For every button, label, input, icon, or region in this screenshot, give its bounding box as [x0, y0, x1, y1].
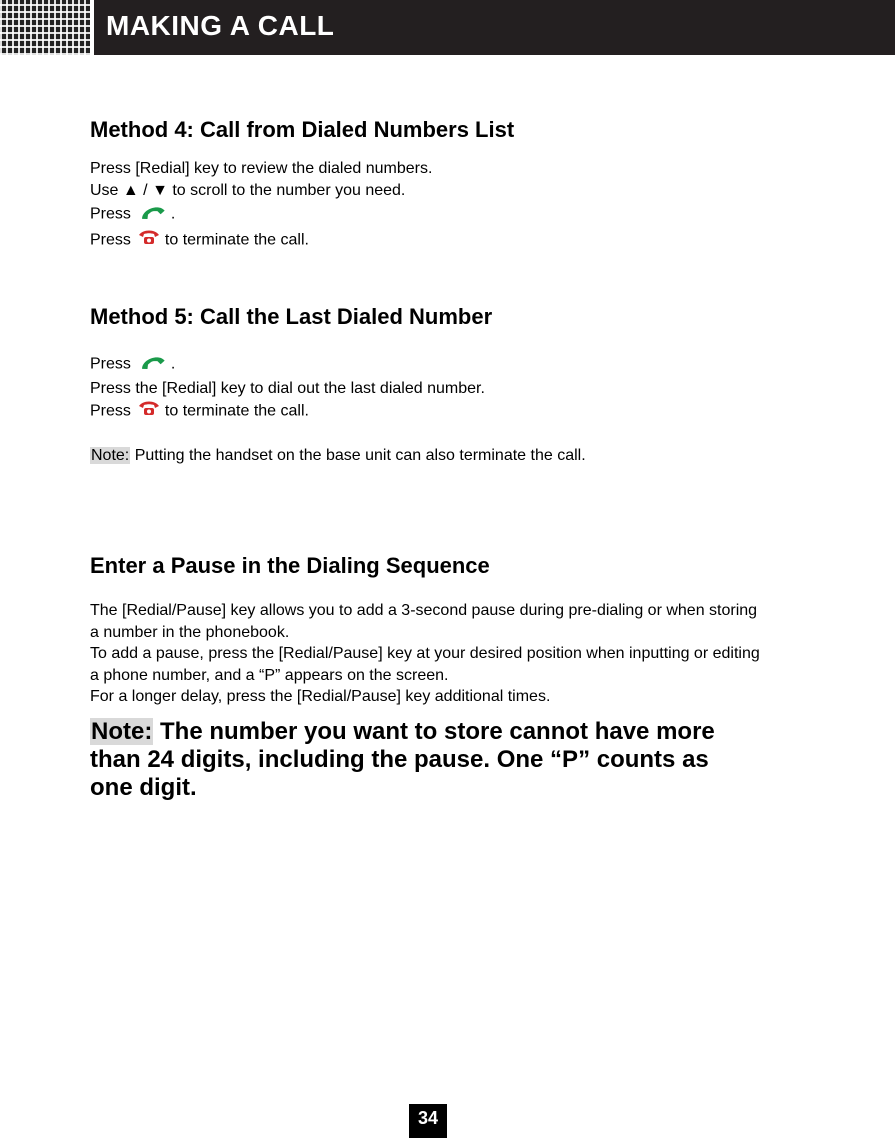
- method5-note: [90, 445, 790, 467]
- method5-section: [90, 303, 790, 466]
- terminate-text: to terminate the call.: [164, 402, 309, 420]
- page-number: 34: [409, 1104, 447, 1138]
- method5-line3: [90, 399, 790, 424]
- press-text: Press: [90, 205, 131, 223]
- pause-section: [90, 552, 790, 802]
- red-phone-end-icon: [137, 228, 161, 253]
- pause-para1: The [Redial/Pause] key allows you to add a 3-second pause during pre-dialing or when storing a number in the phonebook.: [90, 602, 758, 641]
- method5-title: Method 5: Call the Last Dialed Number: [90, 304, 493, 329]
- pause-para2: To add a pause, press the [Redial/Pause] key at your desired position when inputting or editing a phone number, and a “P” appears on the screen.: [90, 645, 760, 684]
- period-text: .: [170, 205, 176, 223]
- method4-title: Method 4: Call from Dialed Numbers List: [90, 117, 515, 142]
- page-title: MAKING A CALL: [106, 10, 335, 41]
- press-text: Press: [90, 230, 131, 248]
- pause-title: Enter a Pause in the Dialing Sequence: [90, 553, 490, 578]
- pause-para3: For a longer delay, press the [Redial/Pause] key additional times.: [90, 688, 551, 705]
- header-decorative-pattern: [0, 0, 90, 55]
- pause-note: [90, 718, 750, 802]
- method4-line3: [90, 201, 790, 228]
- method4-line2: Use ▲ / ▼ to scroll to the number you need.: [90, 181, 406, 199]
- press-text: Press: [90, 402, 131, 420]
- note-label: Note:: [91, 446, 130, 464]
- press-text: Press: [90, 355, 131, 373]
- method4-section: [90, 116, 790, 252]
- green-phone-talk-icon: [137, 201, 167, 228]
- note-label: Note:: [91, 717, 153, 745]
- green-phone-talk-icon: [137, 351, 167, 378]
- note-text: Putting the handset on the base unit can also terminate the call.: [130, 446, 586, 464]
- method4-line1: Press [Redial] key to review the dialed numbers.: [90, 160, 433, 177]
- method5-line2: Press the [Redial] key to dial out the last dialed number.: [90, 379, 485, 397]
- period-text: .: [170, 355, 176, 373]
- header-bar: [94, 0, 895, 55]
- red-phone-end-icon: [137, 399, 161, 424]
- method5-line1: [90, 351, 790, 378]
- note-text: The number you want to store cannot have more than 24 digits, including the pause. One “P” counts as one digit.: [90, 717, 715, 801]
- terminate-text: to terminate the call.: [164, 230, 309, 248]
- method4-line4: [90, 228, 790, 253]
